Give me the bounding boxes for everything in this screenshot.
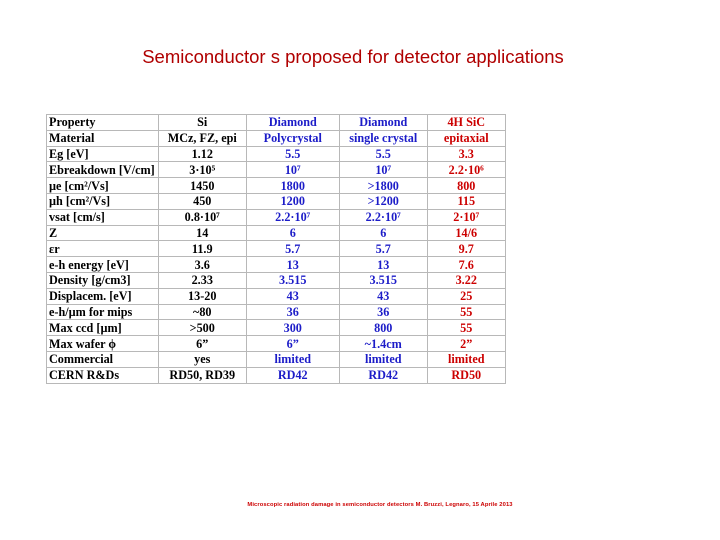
cell-si: yes (158, 351, 246, 367)
cell-diamond-poly: 3.515 (246, 272, 339, 288)
table-row (47, 130, 506, 146)
cell-sic-4h: 55 (427, 320, 505, 336)
cell-diamond-single: 800 (339, 320, 427, 336)
cell-property: Max ccd [µm] (47, 320, 159, 336)
cell-property: CERN R&Ds (47, 367, 159, 383)
cell-diamond-poly: 36 (246, 304, 339, 320)
cell-si: 6” (158, 336, 246, 352)
cell-sic-4h: 7.6 (427, 257, 505, 273)
cell-sic-4h: 4H SiC (427, 115, 505, 131)
table-row (47, 193, 506, 209)
cell-diamond-single: 5.7 (339, 241, 427, 257)
cell-diamond-single: Diamond (339, 115, 427, 131)
table-row (47, 257, 506, 273)
cell-si: 3·10⁵ (158, 162, 246, 178)
cell-sic-4h: epitaxial (427, 130, 505, 146)
cell-property: µh [cm²/Vs] (47, 193, 159, 209)
cell-diamond-poly: limited (246, 351, 339, 367)
cell-diamond-poly: 10⁷ (246, 162, 339, 178)
cell-si: 2.33 (158, 272, 246, 288)
cell-si: 3.6 (158, 257, 246, 273)
cell-sic-4h: 2” (427, 336, 505, 352)
table-row (47, 178, 506, 194)
cell-si: 0.8·10⁷ (158, 209, 246, 225)
table-row (47, 336, 506, 352)
cell-property: Property (47, 115, 159, 131)
cell-property: e-h energy [eV] (47, 257, 159, 273)
cell-diamond-poly: 13 (246, 257, 339, 273)
cell-si: 11.9 (158, 241, 246, 257)
cell-property: e-h/µm for mips (47, 304, 159, 320)
cell-diamond-single: >1800 (339, 178, 427, 194)
table-row (47, 225, 506, 241)
cell-property: Max wafer ϕ (47, 336, 159, 352)
cell-property: εr (47, 241, 159, 257)
cell-diamond-single: RD42 (339, 367, 427, 383)
cell-diamond-poly: 1200 (246, 193, 339, 209)
cell-sic-4h: 14/6 (427, 225, 505, 241)
cell-diamond-single: 36 (339, 304, 427, 320)
table-row (47, 146, 506, 162)
cell-property: µe [cm²/Vs] (47, 178, 159, 194)
cell-property: Ebreakdown [V/cm] (47, 162, 159, 178)
cell-diamond-poly: 6 (246, 225, 339, 241)
cell-si: MCz, FZ, epi (158, 130, 246, 146)
cell-diamond-single: 3.515 (339, 272, 427, 288)
cell-diamond-single: 13 (339, 257, 427, 273)
cell-diamond-poly: 1800 (246, 178, 339, 194)
cell-sic-4h: 2·10⁷ (427, 209, 505, 225)
table-row (47, 320, 506, 336)
cell-diamond-poly: 43 (246, 288, 339, 304)
cell-property: Z (47, 225, 159, 241)
properties-table (46, 114, 506, 384)
cell-si: RD50, RD39 (158, 367, 246, 383)
cell-si: 1.12 (158, 146, 246, 162)
cell-diamond-single: 2.2·10⁷ (339, 209, 427, 225)
cell-sic-4h: 3.22 (427, 272, 505, 288)
cell-property: Density [g/cm3] (47, 272, 159, 288)
cell-property: Material (47, 130, 159, 146)
cell-diamond-single: 5.5 (339, 146, 427, 162)
table-row (47, 162, 506, 178)
cell-sic-4h: limited (427, 351, 505, 367)
table-row (47, 272, 506, 288)
cell-sic-4h: 25 (427, 288, 505, 304)
cell-property: Displacem. [eV] (47, 288, 159, 304)
cell-sic-4h: 55 (427, 304, 505, 320)
cell-property: Commercial (47, 351, 159, 367)
table-row (47, 304, 506, 320)
cell-diamond-poly: 5.5 (246, 146, 339, 162)
cell-diamond-single: >1200 (339, 193, 427, 209)
cell-sic-4h: 3.3 (427, 146, 505, 162)
cell-diamond-single: 10⁷ (339, 162, 427, 178)
cell-sic-4h: 2.2·10⁶ (427, 162, 505, 178)
cell-diamond-single: 6 (339, 225, 427, 241)
cell-property: Eg [eV] (47, 146, 159, 162)
cell-sic-4h: 800 (427, 178, 505, 194)
cell-diamond-poly: RD42 (246, 367, 339, 383)
table-row (47, 288, 506, 304)
cell-si: ~80 (158, 304, 246, 320)
table-row (47, 241, 506, 257)
cell-si: 450 (158, 193, 246, 209)
table-row (47, 209, 506, 225)
cell-property: vsat [cm/s] (47, 209, 159, 225)
slide-title: Semiconductor s proposed for detector applications (142, 46, 564, 67)
cell-diamond-single: ~1.4cm (339, 336, 427, 352)
cell-si: 1450 (158, 178, 246, 194)
cell-diamond-poly: 6” (246, 336, 339, 352)
cell-diamond-single: limited (339, 351, 427, 367)
cell-diamond-poly: 5.7 (246, 241, 339, 257)
cell-diamond-poly: Diamond (246, 115, 339, 131)
cell-sic-4h: 115 (427, 193, 505, 209)
cell-si: >500 (158, 320, 246, 336)
cell-si: Si (158, 115, 246, 131)
cell-diamond-single: 43 (339, 288, 427, 304)
table-row (47, 351, 506, 367)
cell-si: 14 (158, 225, 246, 241)
cell-sic-4h: RD50 (427, 367, 505, 383)
cell-sic-4h: 9.7 (427, 241, 505, 257)
cell-diamond-poly: 2.2·10⁷ (246, 209, 339, 225)
cell-diamond-single: single crystal (339, 130, 427, 146)
cell-diamond-poly: 300 (246, 320, 339, 336)
slide-footer: Microscopic radiation damage in semiconductor detectors M. Bruzzi, Legnaro, 15 Aprile 2013 (247, 502, 513, 508)
cell-si: 13-20 (158, 288, 246, 304)
cell-diamond-poly: Polycrystal (246, 130, 339, 146)
table-row (47, 367, 506, 383)
table-header-row (47, 115, 506, 131)
